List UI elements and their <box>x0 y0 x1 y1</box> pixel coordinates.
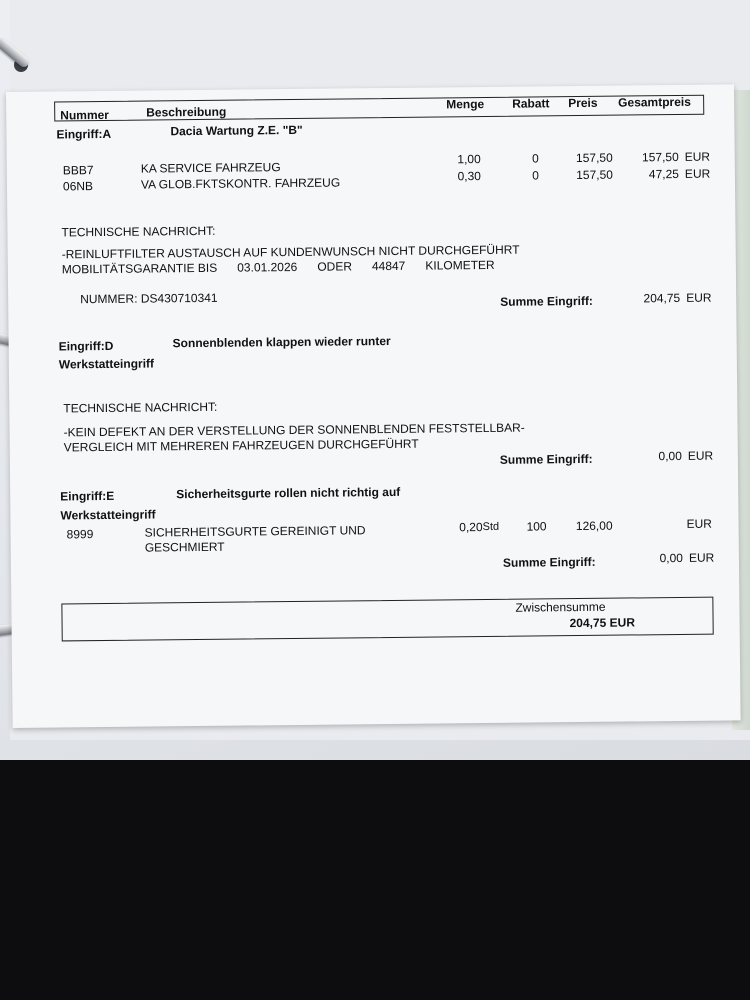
eingriff-a-title: Dacia Wartung Z.E. "B" <box>170 122 303 139</box>
eingriff-a-code: Eingriff:A <box>56 126 112 142</box>
table-row-menge: 0,30 <box>457 169 481 184</box>
table-row-rabatt: 0 <box>531 151 539 166</box>
table-row-unit: Std <box>482 520 500 534</box>
table-row-beschreibung: GESCHMIERT <box>144 539 225 555</box>
header-gesamtpreis: Gesamtpreis <box>618 94 691 110</box>
header-menge: Menge <box>446 96 485 112</box>
eingriff-e-code: Eingriff:E <box>60 488 115 504</box>
table-row-rabatt: 100 <box>526 519 547 534</box>
eingriff-e-sub: Werkstatteingriff <box>60 507 156 523</box>
table-row-rabatt: 0 <box>532 168 539 183</box>
eingriff-e-title: Sicherheitsgurte rollen nicht richtig auf <box>176 484 401 502</box>
eingriff-d-sub: Werkstatteingriff <box>58 356 155 372</box>
table-row-currency: EUR <box>684 166 711 181</box>
table-row-nummer: BBB7 <box>62 163 94 178</box>
summe-eingriff-label: Summe Eingriff: <box>499 451 593 467</box>
invoice-page <box>6 84 741 728</box>
summe-eingriff-currency: EUR <box>686 290 712 305</box>
tech-note-line: VERGLEICH MIT MEHREREN FAHRZEUGEN DURCHGEFÜHRT <box>63 436 419 455</box>
table-row-preis: 157,50 <box>576 167 613 183</box>
table-row-gesamt: 157,50 <box>641 149 679 165</box>
summe-eingriff-value: 0,00 <box>658 448 682 464</box>
table-row-preis: 157,50 <box>575 150 613 166</box>
table-row-nummer: 8999 <box>66 527 94 542</box>
table-row-menge: 0,20 <box>459 520 483 535</box>
eingriff-d-code: Eingriff:D <box>58 338 114 354</box>
subtotal-label: Zwischensumme <box>515 599 606 615</box>
subtotal-value: 204,75 EUR <box>569 615 636 631</box>
table-row-preis: 126,00 <box>575 518 613 534</box>
eingriff-d-title: Sonnenblenden klappen wieder runter <box>172 333 391 351</box>
reference-number: NUMMER: DS430710341 <box>80 290 218 307</box>
summe-eingriff-currency: EUR <box>688 550 715 565</box>
table-row-nummer: 06NB <box>62 179 94 194</box>
summe-eingriff-label: Summe Eingriff: <box>500 293 593 309</box>
summe-eingriff-label: Summe Eingriff: <box>502 554 596 570</box>
table-row-currency: EUR <box>686 516 712 531</box>
tech-note-label: TECHNISCHE NACHRICHT: <box>63 399 218 416</box>
table-row-gesamt: 47,25 <box>648 166 679 182</box>
tech-note-line: -REINLUFTFILTER AUSTAUSCH AUF KUNDENWUNSCH NICHT DURCHGEFÜHRT <box>61 242 520 262</box>
header-nummer: Nummer <box>60 107 110 123</box>
tech-note-label: TECHNISCHE NACHRICHT: <box>61 223 216 240</box>
header-beschreibung: Beschreibung <box>146 104 227 120</box>
tech-note-line: MOBILITÄTSGARANTIE BIS 03.01.2026 ODER 44847 KILOMETER <box>61 257 495 277</box>
summe-eingriff-value: 204,75 <box>643 290 681 306</box>
table-row-beschreibung: SICHERHEITSGURTE GEREINIGT UND <box>144 523 366 540</box>
table-row-beschreibung: VA GLOB.FKTSKONTR. FAHRZEUG <box>140 175 341 192</box>
header-preis: Preis <box>568 95 598 111</box>
header-rabatt: Rabatt <box>512 96 550 111</box>
table-row-currency: EUR <box>684 149 711 164</box>
summe-eingriff-value: 0,00 <box>659 550 683 566</box>
summe-eingriff-currency: EUR <box>687 448 714 463</box>
table-row-menge: 1,00 <box>457 152 481 167</box>
table-row-beschreibung: KA SERVICE FAHRZEUG <box>140 160 281 176</box>
tech-note-line: -KEIN DEFEKT AN DER VERSTELLUNG DER SONNENBLENDEN FESTSTELLBAR- <box>63 420 525 440</box>
